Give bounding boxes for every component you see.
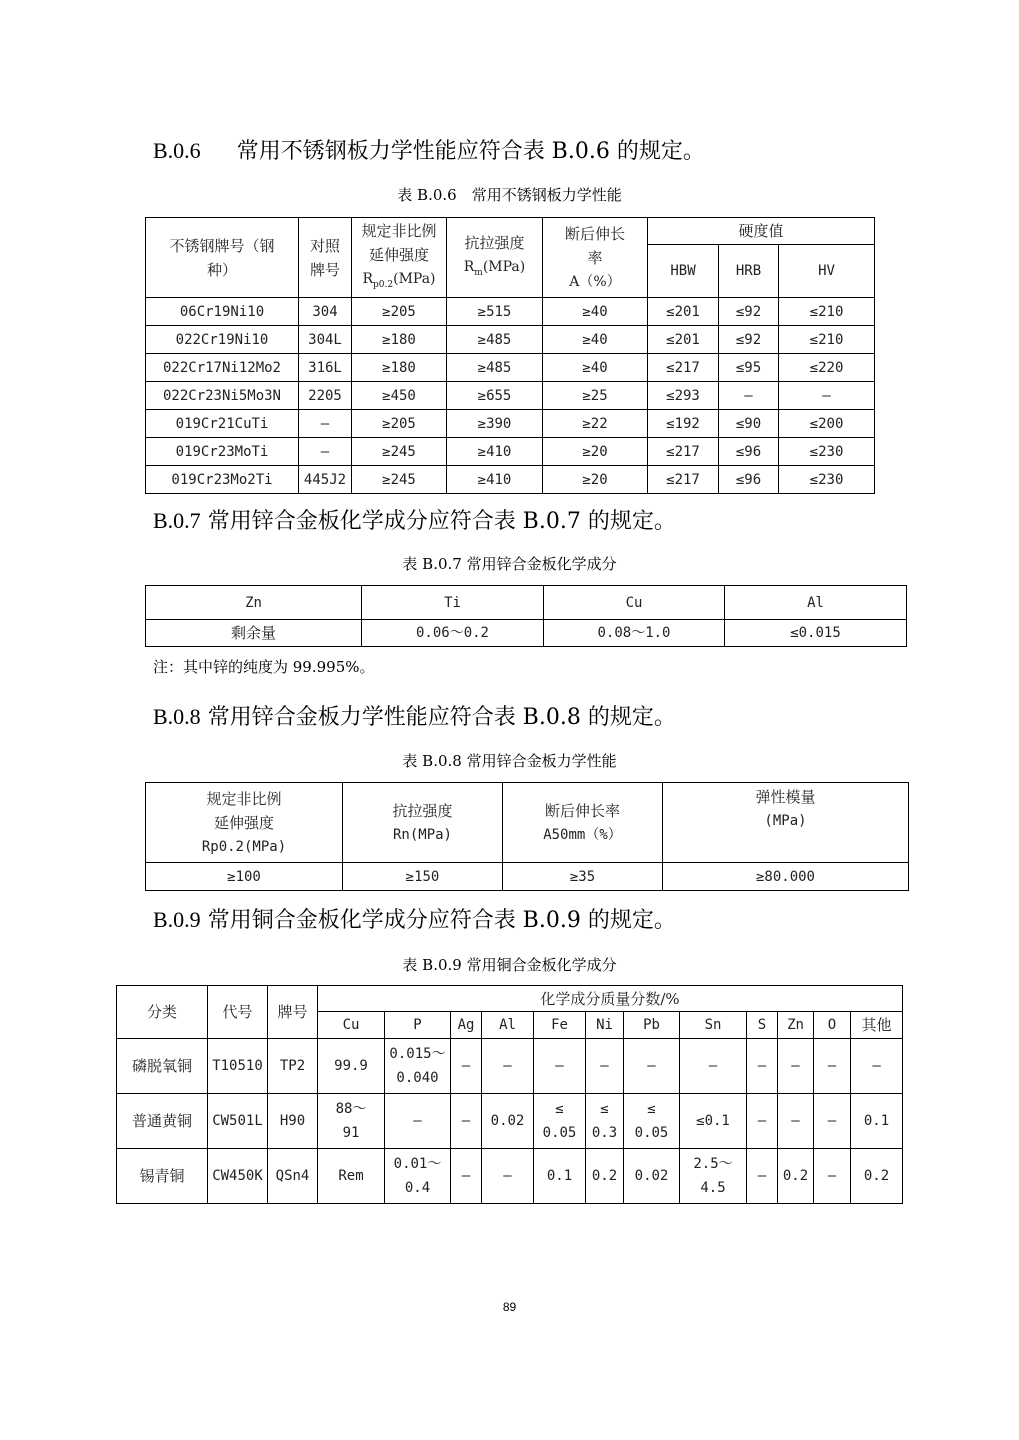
cell-value: ≤ 0.05 [534, 1094, 586, 1149]
cell-yield: ≥245 [352, 466, 447, 494]
cell-value: — [747, 1149, 778, 1204]
cell-value: 0.01～ 0.4 [385, 1149, 451, 1204]
cell-reference-grade: 2205 [299, 382, 352, 410]
cell-code: CW450K [208, 1149, 268, 1204]
cell-grade: H90 [268, 1094, 318, 1149]
cell-tensile: ≥655 [447, 382, 543, 410]
value-yield: ≥100 [146, 863, 343, 891]
cell-value: — [385, 1094, 451, 1149]
header-element: Sn [680, 1012, 747, 1039]
header-element: O [814, 1012, 851, 1039]
cell-reference-grade: 304L [299, 326, 352, 354]
cell-value: Rem [318, 1149, 385, 1204]
cell-value: — [851, 1039, 903, 1094]
header-reference-grade: 对照 牌号 [299, 218, 352, 298]
cell-hv: ≤200 [779, 410, 875, 438]
cell-hv: — [779, 382, 875, 410]
heading-number: B.0.7 [153, 508, 201, 533]
cell-value: — [747, 1039, 778, 1094]
zinc-mechanical-table [145, 782, 909, 891]
header-grade: 不锈钢牌号（钢 种） [146, 218, 299, 298]
header-element: Fe [534, 1012, 586, 1039]
section-heading-b06 [153, 134, 705, 165]
cell-hbw: ≤201 [648, 298, 719, 326]
cell-hbw: ≤217 [648, 438, 719, 466]
header-yield-strength: 规定非比例 延伸强度 Rp0.2(MPa) [146, 783, 343, 863]
cell-reference-grade: — [299, 438, 352, 466]
cell-hv: ≤230 [779, 466, 875, 494]
heading-text: 常用不锈钢板力学性能应符合表 B.0.6 的规定。 [236, 139, 705, 164]
cell-tensile: ≥390 [447, 410, 543, 438]
cell-grade: 022Cr19Ni10 [146, 326, 299, 354]
header-al: Al [725, 586, 907, 620]
table-caption-b09: 表 B.0.9 常用铜合金板化学成分 [402, 956, 617, 974]
cell-category: 普通黄铜 [117, 1094, 208, 1149]
copper-composition-table [116, 985, 903, 1204]
cell-hbw: ≤217 [648, 354, 719, 382]
table-caption-b08: 表 B.0.8 常用锌合金板力学性能 [402, 752, 617, 770]
cell-grade: QSn4 [268, 1149, 318, 1204]
table-row [146, 466, 875, 494]
cell-hbw: ≤192 [648, 410, 719, 438]
cell-value: — [778, 1039, 814, 1094]
cell-reference-grade: 316L [299, 354, 352, 382]
heading-number: B.0.6 [153, 138, 201, 163]
table-row [146, 410, 875, 438]
header-zn: Zn [146, 586, 362, 620]
cell-yield: ≥180 [352, 354, 447, 382]
heading-number: B.0.8 [153, 704, 201, 729]
cell-elongation: ≥40 [543, 298, 648, 326]
cell-value: — [814, 1039, 851, 1094]
cell-tensile: ≥515 [447, 298, 543, 326]
cell-value: — [586, 1039, 624, 1094]
cell-yield: ≥180 [352, 326, 447, 354]
header-element: P [385, 1012, 451, 1039]
header-hardness: 硬度值 [648, 218, 875, 245]
header-element: Ag [451, 1012, 482, 1039]
table-row [117, 1039, 903, 1094]
cell-value: ≤0.1 [680, 1094, 747, 1149]
value-modulus: ≥80.000 [663, 863, 909, 891]
section-heading-b08 [153, 700, 676, 731]
header-ti: Ti [362, 586, 544, 620]
cell-value: — [814, 1149, 851, 1204]
value-cu: 0.08～1.0 [544, 620, 725, 647]
cell-tensile: ≥485 [447, 326, 543, 354]
cell-hrb: ≤90 [719, 410, 779, 438]
cell-value: 0.2 [851, 1149, 903, 1204]
cell-grade: 06Cr19Ni10 [146, 298, 299, 326]
heading-number: B.0.9 [153, 907, 201, 932]
section-heading-b09 [153, 903, 676, 934]
table-row [146, 326, 875, 354]
cell-elongation: ≥40 [543, 326, 648, 354]
value-elongation: ≥35 [503, 863, 663, 891]
cell-value: 0.2 [586, 1149, 624, 1204]
table-row [117, 1149, 903, 1204]
cell-reference-grade: 445J2 [299, 466, 352, 494]
header-elongation: 断后伸长率 A50mm（%） [503, 783, 663, 863]
cell-value: — [624, 1039, 680, 1094]
cell-value: 2.5～ 4.5 [680, 1149, 747, 1204]
header-hbw: HBW [648, 245, 719, 298]
cell-hrb: ≤95 [719, 354, 779, 382]
cell-elongation: ≥20 [543, 438, 648, 466]
header-hv: HV [779, 245, 875, 298]
cell-value: — [778, 1094, 814, 1149]
cell-hbw: ≤293 [648, 382, 719, 410]
table-caption-b06: 表 B.0.6 常用不锈钢板力学性能 [397, 186, 622, 204]
header-hrb: HRB [719, 245, 779, 298]
cell-tensile: ≥410 [447, 466, 543, 494]
cell-value: 0.1 [851, 1094, 903, 1149]
value-al: ≤0.015 [725, 620, 907, 647]
table-row [146, 382, 875, 410]
header-composition: 化学成分质量分数/% [318, 986, 903, 1012]
page-number: 89 [502, 1300, 517, 1314]
cell-hrb: — [719, 382, 779, 410]
cell-value: 0.015～ 0.040 [385, 1039, 451, 1094]
header-elongation: 断后伸长 率 A（%） [543, 218, 648, 298]
cell-grade: TP2 [268, 1039, 318, 1094]
header-element: Pb [624, 1012, 680, 1039]
table-note-b07: 注：其中锌的纯度为 99.995%。 [153, 658, 375, 676]
header-tensile-strength: 抗拉强度 Rn(MPa) [343, 783, 503, 863]
cell-value: — [482, 1149, 534, 1204]
cell-hrb: ≤92 [719, 298, 779, 326]
cell-grade: 022Cr23Ni5Mo3N [146, 382, 299, 410]
cell-hrb: ≤96 [719, 438, 779, 466]
cell-hv: ≤220 [779, 354, 875, 382]
header-element: 其他 [851, 1012, 903, 1039]
cell-value: — [451, 1039, 482, 1094]
cell-yield: ≥245 [352, 438, 447, 466]
header-cu: Cu [544, 586, 725, 620]
header-element: Al [482, 1012, 534, 1039]
cell-value: 0.02 [624, 1149, 680, 1204]
cell-value: — [451, 1094, 482, 1149]
cell-hbw: ≤217 [648, 466, 719, 494]
cell-hv: ≤210 [779, 298, 875, 326]
cell-tensile: ≥410 [447, 438, 543, 466]
cell-value: ≤ 0.05 [624, 1094, 680, 1149]
header-code: 代号 [208, 986, 268, 1039]
section-heading-b07 [153, 504, 676, 535]
cell-hv: ≤210 [779, 326, 875, 354]
cell-code: T10510 [208, 1039, 268, 1094]
header-element: Ni [586, 1012, 624, 1039]
cell-hv: ≤230 [779, 438, 875, 466]
table-row [146, 354, 875, 382]
table-caption-b07: 表 B.0.7 常用锌合金板化学成分 [402, 555, 617, 573]
header-grade: 牌号 [268, 986, 318, 1039]
header-element: Cu [318, 1012, 385, 1039]
cell-elongation: ≥20 [543, 466, 648, 494]
cell-reference-grade: 304 [299, 298, 352, 326]
cell-yield: ≥450 [352, 382, 447, 410]
cell-value: ≤ 0.3 [586, 1094, 624, 1149]
cell-category: 锡青铜 [117, 1149, 208, 1204]
table-row [146, 298, 875, 326]
cell-reference-grade: — [299, 410, 352, 438]
cell-value: — [482, 1039, 534, 1094]
cell-tensile: ≥485 [447, 354, 543, 382]
header-modulus: 弹性模量 (MPa) [663, 783, 909, 863]
value-zn: 剩余量 [146, 620, 362, 647]
zinc-composition-table [145, 585, 907, 647]
value-ti: 0.06～0.2 [362, 620, 544, 647]
cell-yield: ≥205 [352, 298, 447, 326]
value-tensile: ≥150 [343, 863, 503, 891]
header-element: Zn [778, 1012, 814, 1039]
cell-value: — [814, 1094, 851, 1149]
cell-value: 99.9 [318, 1039, 385, 1094]
cell-hrb: ≤92 [719, 326, 779, 354]
cell-value: — [534, 1039, 586, 1094]
cell-hbw: ≤201 [648, 326, 719, 354]
cell-value: 0.1 [534, 1149, 586, 1204]
header-tensile-strength: 抗拉强度 $R_m(MPa)$ [447, 218, 543, 298]
header-category: 分类 [117, 986, 208, 1039]
cell-value: — [680, 1039, 747, 1094]
cell-grade: 019Cr23MoTi [146, 438, 299, 466]
cell-elongation: ≥25 [543, 382, 648, 410]
cell-code: CW501L [208, 1094, 268, 1149]
cell-grade: 022Cr17Ni12Mo2 [146, 354, 299, 382]
header-element: S [747, 1012, 778, 1039]
heading-text: 常用铜合金板化学成分应符合表 B.0.9 的规定。 [207, 908, 676, 933]
cell-hrb: ≤96 [719, 466, 779, 494]
header-yield-strength: 规定非比例 延伸强度 $R_{p0.2}(MPa)$ [352, 218, 447, 298]
cell-category: 磷脱氧铜 [117, 1039, 208, 1094]
table-row [117, 1094, 903, 1149]
cell-grade: 019Cr23Mo2Ti [146, 466, 299, 494]
cell-elongation: ≥22 [543, 410, 648, 438]
heading-text: 常用锌合金板化学成分应符合表 B.0.7 的规定。 [207, 509, 676, 534]
cell-grade: 019Cr21CuTi [146, 410, 299, 438]
stainless-steel-table [145, 217, 875, 494]
cell-value: — [747, 1094, 778, 1149]
cell-value: 0.2 [778, 1149, 814, 1204]
cell-value: 88～ 91 [318, 1094, 385, 1149]
heading-text: 常用锌合金板力学性能应符合表 B.0.8 的规定。 [207, 705, 676, 730]
cell-value: — [451, 1149, 482, 1204]
cell-elongation: ≥40 [543, 354, 648, 382]
table-row [146, 438, 875, 466]
cell-yield: ≥205 [352, 410, 447, 438]
cell-value: 0.02 [482, 1094, 534, 1149]
